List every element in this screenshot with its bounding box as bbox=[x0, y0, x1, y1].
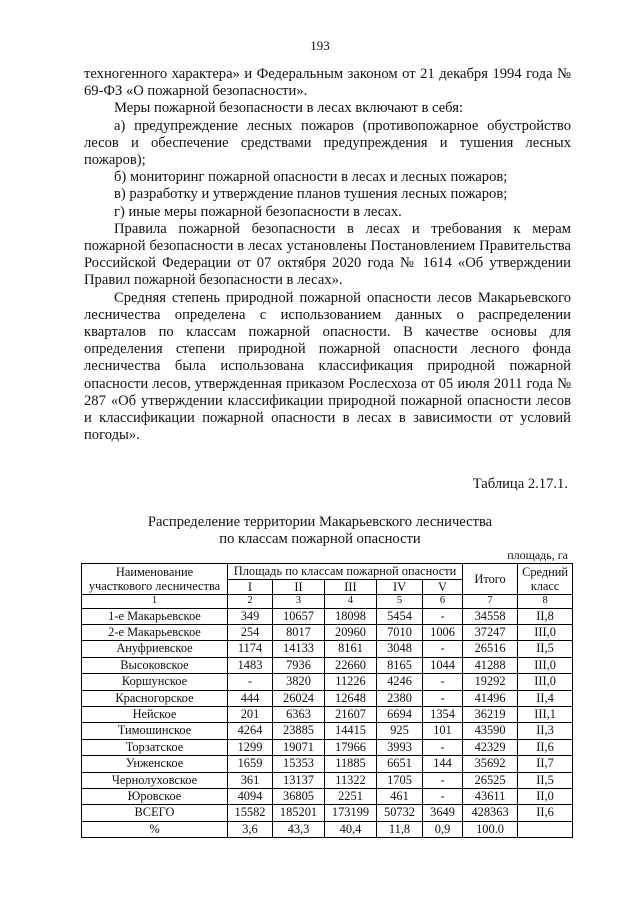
total-area-cell: 428363 bbox=[463, 805, 518, 821]
class-v-area-cell: - bbox=[423, 641, 463, 657]
col-number: 8 bbox=[518, 595, 573, 609]
forestry-name-cell: Чернолуховское bbox=[82, 772, 228, 788]
average-class-cell: II,6 bbox=[518, 739, 573, 755]
class-iv-area-cell: 50732 bbox=[377, 805, 423, 821]
class-v-area-cell: - bbox=[423, 772, 463, 788]
total-area-cell: 26516 bbox=[463, 641, 518, 657]
class-iv-area-cell: 8165 bbox=[377, 657, 423, 673]
class-ii-area-cell: 14133 bbox=[273, 641, 325, 657]
average-class-cell: III,0 bbox=[518, 624, 573, 640]
average-class-cell: II,0 bbox=[518, 788, 573, 804]
col-number: 3 bbox=[273, 595, 325, 609]
average-class-cell: III,0 bbox=[518, 657, 573, 673]
table-row bbox=[82, 608, 573, 624]
class-ii-area-cell: 23885 bbox=[273, 723, 325, 739]
forestry-name-cell: Коршунское bbox=[82, 674, 228, 690]
total-area-cell: 36219 bbox=[463, 706, 518, 722]
average-class-cell: II,8 bbox=[518, 608, 573, 624]
header-class-iii: III bbox=[325, 579, 377, 595]
col-number: 6 bbox=[423, 595, 463, 609]
units-note: площадь, га bbox=[507, 548, 568, 562]
class-v-area-cell: - bbox=[423, 690, 463, 706]
class-iv-area-cell: 7010 bbox=[377, 624, 423, 640]
average-class-cell: II,6 bbox=[518, 805, 573, 821]
class-i-area-cell: 1299 bbox=[228, 739, 273, 755]
header-class-iv: IV bbox=[377, 579, 423, 595]
class-v-area-cell: 3649 bbox=[423, 805, 463, 821]
class-i-area-cell: 254 bbox=[228, 624, 273, 640]
col-number: 4 bbox=[325, 595, 377, 609]
table-row bbox=[82, 674, 573, 690]
table-row bbox=[82, 821, 573, 837]
table-row bbox=[82, 805, 573, 821]
class-iii-area-cell: 14415 bbox=[325, 723, 377, 739]
forestry-name-cell: 1-е Макарьевское bbox=[82, 608, 228, 624]
table-row bbox=[82, 706, 573, 722]
class-i-area-cell: 349 bbox=[228, 608, 273, 624]
table-title bbox=[0, 514, 640, 548]
header-class-v: V bbox=[423, 579, 463, 595]
col-number: 2 bbox=[228, 595, 273, 609]
class-i-area-cell: 4094 bbox=[228, 788, 273, 804]
forestry-name-cell: Нейское bbox=[82, 706, 228, 722]
class-iii-area-cell: 11885 bbox=[325, 756, 377, 772]
class-i-area-cell: - bbox=[228, 674, 273, 690]
class-iv-area-cell: 3048 bbox=[377, 641, 423, 657]
class-ii-area-cell: 3820 bbox=[273, 674, 325, 690]
forestry-name-cell: ВСЕГО bbox=[82, 805, 228, 821]
class-iv-area-cell: 6694 bbox=[377, 706, 423, 722]
class-ii-area-cell: 185201 bbox=[273, 805, 325, 821]
paragraph: Средняя степень природной пожарной опасности лесов Макарьевского лесничества определена с использованием данных о распределении кварталов по классам пожарной опасности. В качестве основы для определения степени природной пожарной опасности лесного фонда лесничества была использована классификация природной пожарной опасности лесов, утвержденная приказом Рослесхоза от 05 июля 2011 года № 287 «Об утверждении классификации природной пожарной опасности лесов и классификации пожарной опасности в лесах в зависимости от условий погоды». bbox=[84, 289, 571, 444]
total-area-cell: 41288 bbox=[463, 657, 518, 673]
total-area-cell: 37247 bbox=[463, 624, 518, 640]
col-number: 1 bbox=[82, 595, 228, 609]
class-ii-area-cell: 19071 bbox=[273, 739, 325, 755]
total-area-cell: 43590 bbox=[463, 723, 518, 739]
class-v-area-cell: 144 bbox=[423, 756, 463, 772]
table-label: Таблица 2.17.1. bbox=[472, 476, 568, 492]
table-row bbox=[82, 739, 573, 755]
header-area-group: Площадь по классам пожарной опасности bbox=[228, 564, 463, 580]
class-v-area-cell: - bbox=[423, 739, 463, 755]
average-class-cell: III,1 bbox=[518, 706, 573, 722]
class-iii-area-cell: 20960 bbox=[325, 624, 377, 640]
total-area-cell: 26525 bbox=[463, 772, 518, 788]
class-ii-area-cell: 7936 bbox=[273, 657, 325, 673]
class-i-area-cell: 201 bbox=[228, 706, 273, 722]
class-iii-area-cell: 11322 bbox=[325, 772, 377, 788]
col-number: 7 bbox=[463, 595, 518, 609]
class-ii-area-cell: 8017 bbox=[273, 624, 325, 640]
header-class-ii: II bbox=[273, 579, 325, 595]
class-v-area-cell: 0,9 bbox=[423, 821, 463, 837]
class-iii-area-cell: 40,4 bbox=[325, 821, 377, 837]
forestry-name-cell: Юровское bbox=[82, 788, 228, 804]
class-i-area-cell: 3,6 bbox=[228, 821, 273, 837]
class-ii-area-cell: 6363 bbox=[273, 706, 325, 722]
class-iv-area-cell: 925 bbox=[377, 723, 423, 739]
class-iv-area-cell: 2380 bbox=[377, 690, 423, 706]
forestry-name-cell: Красногорское bbox=[82, 690, 228, 706]
class-iii-area-cell: 8161 bbox=[325, 641, 377, 657]
class-ii-area-cell: 36805 bbox=[273, 788, 325, 804]
forestry-name-cell: % bbox=[82, 821, 228, 837]
class-i-area-cell: 15582 bbox=[228, 805, 273, 821]
class-v-area-cell: - bbox=[423, 608, 463, 624]
class-iv-area-cell: 5454 bbox=[377, 608, 423, 624]
forestry-name-cell: Высоковское bbox=[82, 657, 228, 673]
total-area-cell: 35692 bbox=[463, 756, 518, 772]
class-v-area-cell: 1354 bbox=[423, 706, 463, 722]
table-row bbox=[82, 788, 573, 804]
class-iii-area-cell: 173199 bbox=[325, 805, 377, 821]
class-ii-area-cell: 43,3 bbox=[273, 821, 325, 837]
paragraph: б) мониторинг пожарной опасности в лесах и лесных пожаров; bbox=[114, 169, 508, 186]
column-number-row bbox=[82, 595, 573, 609]
fire-hazard-table bbox=[81, 563, 573, 838]
paragraph: а) предупреждение лесных пожаров (противопожарное обустройство лесов и обеспечение средствами предупреждения и тушения лесных пожаров); bbox=[84, 117, 571, 169]
average-class-cell: II,3 bbox=[518, 723, 573, 739]
class-iii-area-cell: 22660 bbox=[325, 657, 377, 673]
average-class-cell: II,5 bbox=[518, 772, 573, 788]
forestry-name-cell: Унженское bbox=[82, 756, 228, 772]
total-area-cell: 41496 bbox=[463, 690, 518, 706]
table-row bbox=[82, 641, 573, 657]
total-area-cell: 100.0 bbox=[463, 821, 518, 837]
class-v-area-cell: 1044 bbox=[423, 657, 463, 673]
table-row bbox=[82, 723, 573, 739]
average-class-cell: III,0 bbox=[518, 674, 573, 690]
class-iii-area-cell: 2251 bbox=[325, 788, 377, 804]
class-iv-area-cell: 11,8 bbox=[377, 821, 423, 837]
table-body bbox=[82, 608, 573, 838]
class-iv-area-cell: 6651 bbox=[377, 756, 423, 772]
paragraph: Меры пожарной безопасности в лесах включают в себя: bbox=[114, 100, 463, 117]
class-i-area-cell: 1174 bbox=[228, 641, 273, 657]
class-i-area-cell: 1659 bbox=[228, 756, 273, 772]
average-class-cell: II,4 bbox=[518, 690, 573, 706]
body-text bbox=[84, 66, 571, 444]
average-class-cell bbox=[518, 821, 573, 837]
class-ii-area-cell: 15353 bbox=[273, 756, 325, 772]
paragraph: Правила пожарной безопасности в лесах и требования к мерам пожарной безопасности в лесах установлены Постановлением Правительства Российской Федерации от 07 октября 2020 года № 1614 «Об утверждении Правил пожарной безопасности в лесах». bbox=[84, 220, 571, 289]
class-i-area-cell: 444 bbox=[228, 690, 273, 706]
class-v-area-cell: 1006 bbox=[423, 624, 463, 640]
class-iv-area-cell: 3993 bbox=[377, 739, 423, 755]
paragraph: г) иные меры пожарной безопасности в лесах. bbox=[114, 203, 402, 220]
paragraph: техногенного характера» и Федеральным законом от 21 декабря 1994 года № 69-ФЗ «О пожарной безопасности». bbox=[84, 66, 571, 100]
class-v-area-cell: - bbox=[423, 788, 463, 804]
table-row bbox=[82, 657, 573, 673]
paragraph: в) разработку и утверждение планов тушения лесных пожаров; bbox=[114, 186, 508, 203]
forestry-name-cell: 2-е Макарьевское bbox=[82, 624, 228, 640]
header-name: Наименование участкового лесничества bbox=[82, 564, 228, 595]
total-area-cell: 19292 bbox=[463, 674, 518, 690]
class-iv-area-cell: 461 bbox=[377, 788, 423, 804]
average-class-cell: II,7 bbox=[518, 756, 573, 772]
col-number: 5 bbox=[377, 595, 423, 609]
class-i-area-cell: 361 bbox=[228, 772, 273, 788]
class-iii-area-cell: 21607 bbox=[325, 706, 377, 722]
class-ii-area-cell: 10657 bbox=[273, 608, 325, 624]
class-v-area-cell: - bbox=[423, 674, 463, 690]
table-row bbox=[82, 772, 573, 788]
page-number: 193 bbox=[310, 38, 330, 53]
class-v-area-cell: 101 bbox=[423, 723, 463, 739]
table-row bbox=[82, 756, 573, 772]
table-title-line2: по классам пожарной опасности bbox=[219, 531, 421, 547]
class-iii-area-cell: 12648 bbox=[325, 690, 377, 706]
class-iv-area-cell: 4246 bbox=[377, 674, 423, 690]
class-i-area-cell: 1483 bbox=[228, 657, 273, 673]
table-row bbox=[82, 690, 573, 706]
header-avg: Средний класс bbox=[518, 564, 573, 595]
class-iii-area-cell: 17966 bbox=[325, 739, 377, 755]
forestry-name-cell: Торзатское bbox=[82, 739, 228, 755]
class-i-area-cell: 4264 bbox=[228, 723, 273, 739]
forestry-name-cell: Тимошинское bbox=[82, 723, 228, 739]
header-total: Итого bbox=[463, 564, 518, 595]
class-ii-area-cell: 26024 bbox=[273, 690, 325, 706]
class-iii-area-cell: 18098 bbox=[325, 608, 377, 624]
average-class-cell: II,5 bbox=[518, 641, 573, 657]
header-class-i: I bbox=[228, 579, 273, 595]
class-iii-area-cell: 11226 bbox=[325, 674, 377, 690]
total-area-cell: 42329 bbox=[463, 739, 518, 755]
total-area-cell: 43611 bbox=[463, 788, 518, 804]
table-title-line1: Распределение территории Макарьевского лесничества bbox=[147, 514, 493, 530]
class-ii-area-cell: 13137 bbox=[273, 772, 325, 788]
class-iv-area-cell: 1705 bbox=[377, 772, 423, 788]
table-row bbox=[82, 624, 573, 640]
forestry-name-cell: Ануфриевское bbox=[82, 641, 228, 657]
total-area-cell: 34558 bbox=[463, 608, 518, 624]
